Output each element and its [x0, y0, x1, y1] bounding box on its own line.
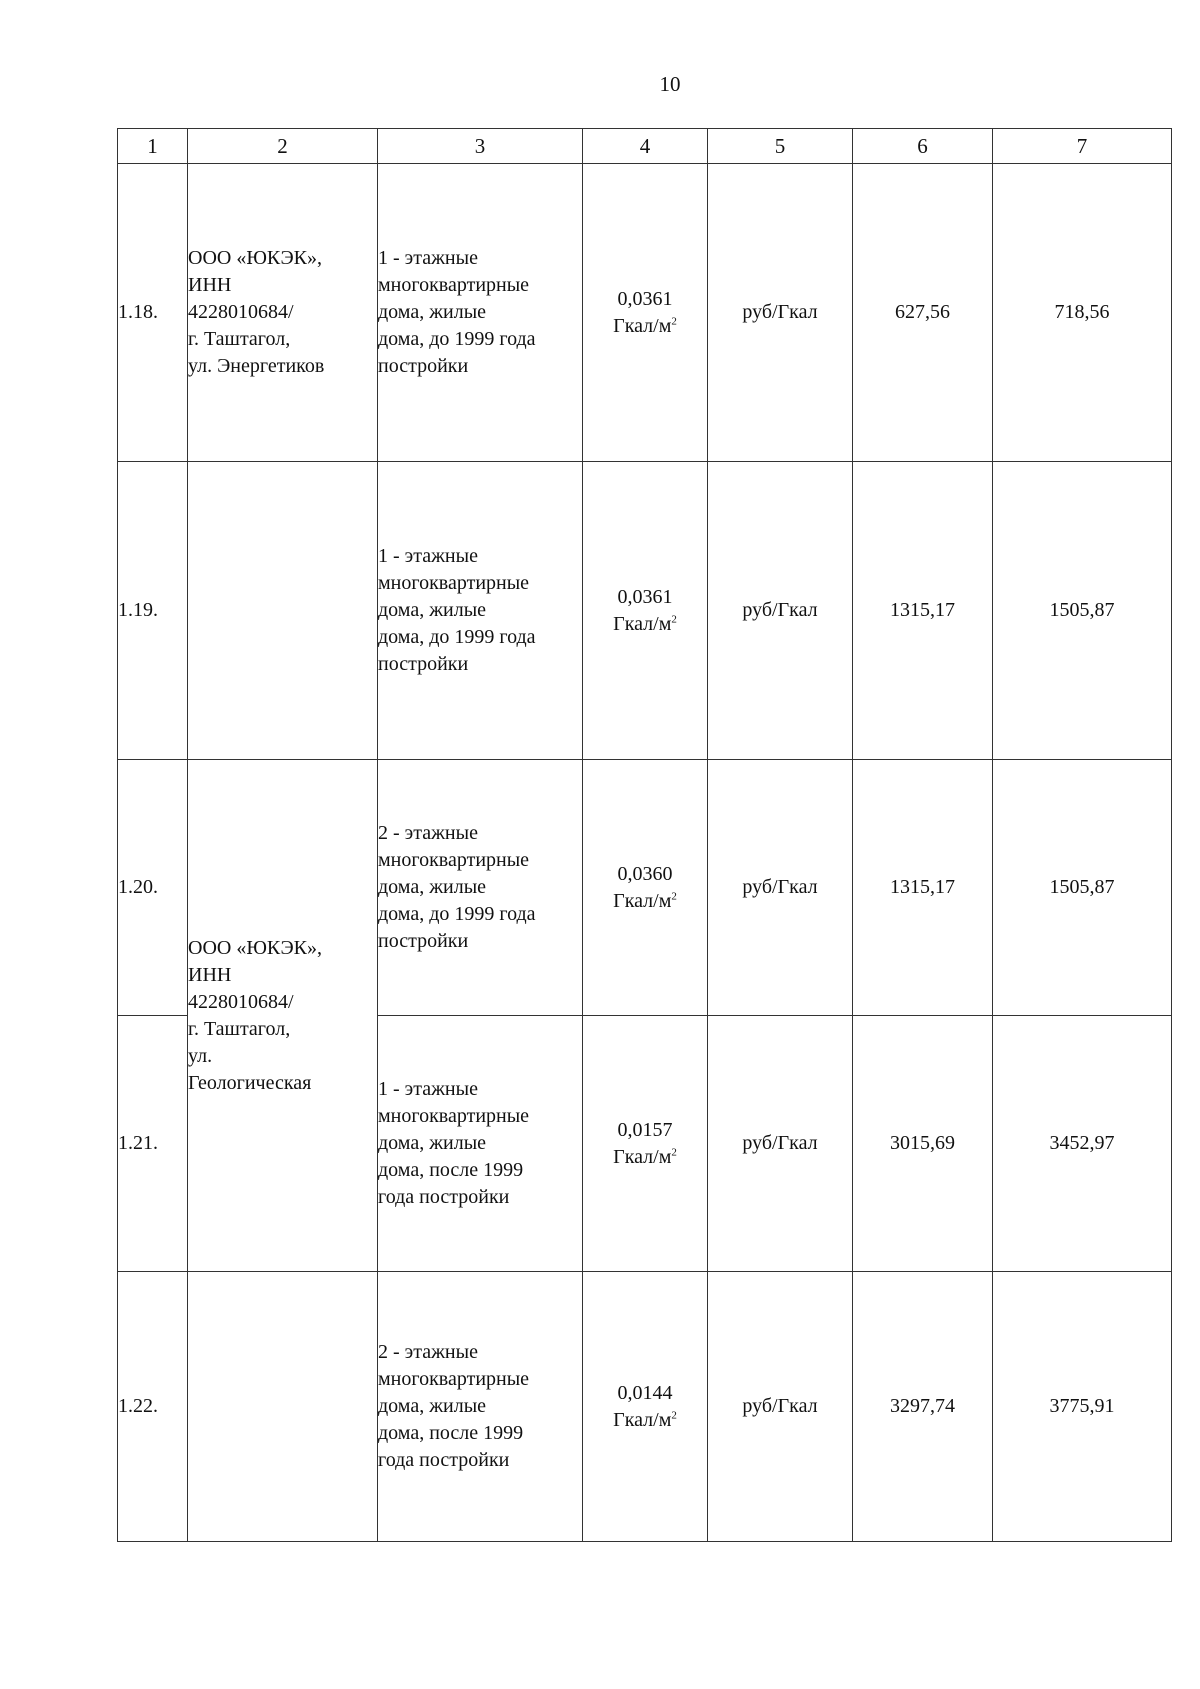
- unit-cell: руб/Гкал: [708, 462, 853, 760]
- header-col-1: 1: [118, 129, 188, 164]
- org-line: ИНН: [188, 963, 232, 986]
- row-number: 1.22.: [118, 1272, 188, 1542]
- desc-line: постройки: [378, 653, 469, 675]
- building-type-cell: [378, 1016, 583, 1272]
- desc-line: многоквартирные: [378, 849, 530, 871]
- desc-line: постройки: [378, 930, 469, 952]
- value-col-7: 3775,91: [993, 1272, 1172, 1542]
- desc-line: 1 - этажные: [378, 545, 478, 567]
- unit-cell: руб/Гкал: [708, 1016, 853, 1272]
- header-col-3: 3: [378, 129, 583, 164]
- desc-line: многоквартирные: [378, 1105, 530, 1127]
- page-number: 10: [659, 72, 681, 96]
- desc-line: дома, до 1999 года: [378, 626, 536, 648]
- desc-line: дома, жилые: [378, 599, 487, 621]
- desc-line: дома, после 1999: [378, 1422, 524, 1444]
- rate-unit-exponent: 2: [671, 889, 677, 902]
- building-type-cell: [378, 1272, 583, 1542]
- unit-cell: руб/Гкал: [708, 760, 853, 1016]
- table-row: [118, 462, 1172, 760]
- building-type-cell: [378, 462, 583, 760]
- consumption-rate-cell: [583, 760, 708, 1016]
- row-number: 1.18.: [118, 164, 188, 462]
- row-number: 1.20.: [118, 760, 188, 1016]
- org-line: г. Таштагол,: [188, 1017, 291, 1040]
- unit-cell: руб/Гкал: [708, 1272, 853, 1542]
- rate-unit: [583, 611, 707, 638]
- rate-unit-exponent: 2: [671, 1145, 677, 1158]
- value-col-7: 3452,97: [993, 1016, 1172, 1272]
- consumption-rate-cell: [583, 1016, 708, 1272]
- header-row: [118, 129, 1172, 164]
- rate-value: 0,0144: [617, 1381, 673, 1404]
- org-line: ул.: [188, 1044, 213, 1067]
- rate-unit-text: Гкал/м: [613, 1145, 672, 1168]
- org-line: ул. Энергетиков: [188, 355, 325, 377]
- org-line: Геологическая: [188, 1071, 312, 1094]
- value-col-6: 3297,74: [853, 1272, 993, 1542]
- desc-line: 2 - этажные: [378, 1341, 478, 1363]
- org-line: ООО «ЮКЭК»,: [188, 247, 323, 269]
- value-col-6: 627,56: [853, 164, 993, 462]
- building-type-cell: [378, 164, 583, 462]
- desc-line: года постройки: [378, 1449, 510, 1471]
- tariff-table: [117, 128, 1172, 1542]
- desc-line: многоквартирные: [378, 572, 530, 594]
- organization-cell: [188, 760, 378, 1272]
- rate-value: 0,0361: [617, 287, 673, 310]
- header-col-7: 7: [993, 129, 1172, 164]
- rate-unit-text: Гкал/м: [613, 889, 672, 912]
- rate-unit: [583, 888, 707, 915]
- value-col-6: 1315,17: [853, 760, 993, 1016]
- organization-cell-empty: [188, 1272, 378, 1542]
- org-line: ИНН: [188, 274, 232, 296]
- desc-line: многоквартирные: [378, 274, 530, 296]
- desc-line: 1 - этажные: [378, 1078, 478, 1100]
- rate-unit: [583, 1407, 707, 1434]
- rate-unit-text: Гкал/м: [613, 612, 672, 635]
- desc-line: 1 - этажные: [378, 247, 478, 269]
- organization-cell: [188, 164, 378, 462]
- rate-unit: [583, 1144, 707, 1171]
- header-col-6: 6: [853, 129, 993, 164]
- table-row: [118, 760, 1172, 1016]
- desc-line: дома, жилые: [378, 876, 487, 898]
- value-col-7: 718,56: [993, 164, 1172, 462]
- rate-unit: [583, 313, 707, 340]
- header-col-2: 2: [188, 129, 378, 164]
- desc-line: года постройки: [378, 1186, 510, 1208]
- building-type-cell: [378, 760, 583, 1016]
- desc-line: постройки: [378, 355, 469, 377]
- header-col-4: 4: [583, 129, 708, 164]
- rate-unit-text: Гкал/м: [613, 1408, 672, 1431]
- consumption-rate-cell: [583, 462, 708, 760]
- desc-line: дома, до 1999 года: [378, 903, 536, 925]
- desc-line: дома, жилые: [378, 301, 487, 323]
- desc-line: 2 - этажные: [378, 822, 478, 844]
- value-col-6: 1315,17: [853, 462, 993, 760]
- desc-line: дома, после 1999: [378, 1159, 524, 1181]
- value-col-6: 3015,69: [853, 1016, 993, 1272]
- org-line: 4228010684/: [188, 990, 294, 1013]
- value-col-7: 1505,87: [993, 760, 1172, 1016]
- desc-line: дома, жилые: [378, 1132, 487, 1154]
- rate-value: 0,0360: [617, 862, 673, 885]
- org-line: 4228010684/: [188, 301, 294, 323]
- table-row: [118, 164, 1172, 462]
- rate-unit-exponent: 2: [671, 314, 677, 327]
- consumption-rate-cell: [583, 1272, 708, 1542]
- rate-value: 0,0361: [617, 585, 673, 608]
- desc-line: многоквартирные: [378, 1368, 530, 1390]
- unit-cell: руб/Гкал: [708, 164, 853, 462]
- row-number: 1.21.: [118, 1016, 188, 1272]
- row-number: 1.19.: [118, 462, 188, 760]
- org-line: ООО «ЮКЭК»,: [188, 936, 323, 959]
- rate-unit-exponent: 2: [671, 1408, 677, 1421]
- consumption-rate-cell: [583, 164, 708, 462]
- rate-unit-text: Гкал/м: [613, 314, 672, 337]
- header-col-5: 5: [708, 129, 853, 164]
- organization-cell-empty: [188, 462, 378, 760]
- rate-value: 0,0157: [617, 1118, 673, 1141]
- desc-line: дома, до 1999 года: [378, 328, 536, 350]
- table-row: [118, 1272, 1172, 1542]
- rate-unit-exponent: 2: [671, 612, 677, 625]
- org-line: г. Таштагол,: [188, 328, 291, 350]
- value-col-7: 1505,87: [993, 462, 1172, 760]
- desc-line: дома, жилые: [378, 1395, 487, 1417]
